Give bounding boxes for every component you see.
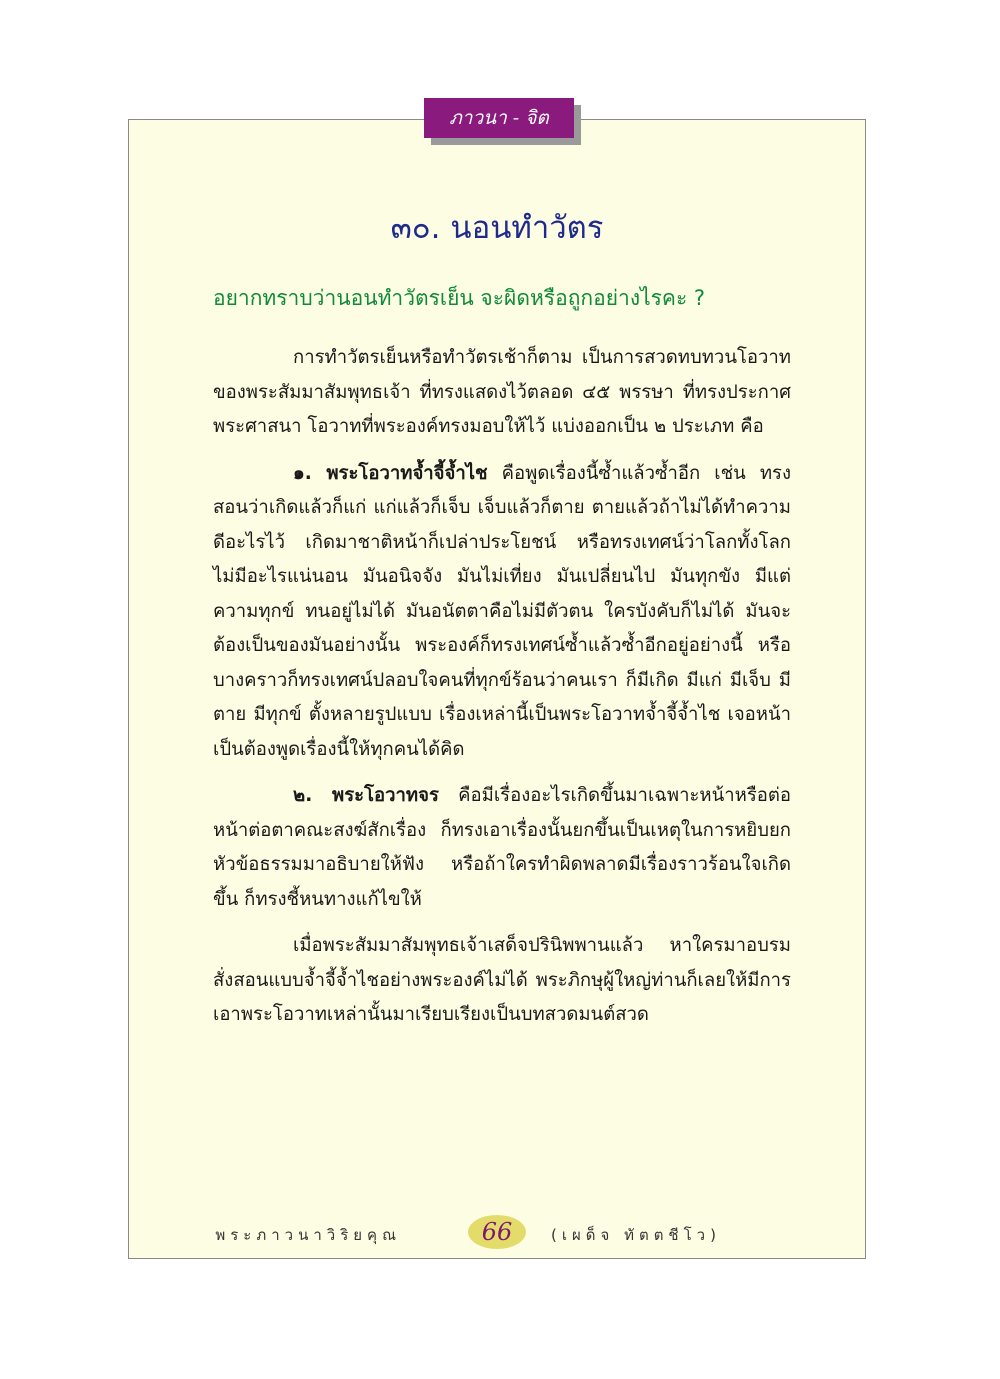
item-1-term: ๑. พระโอวาทจ้ำจี้จ้ำไช (293, 462, 488, 484)
article-body (213, 341, 791, 1033)
footer-book-title: พระภาวนาวิริยคุณ (215, 1226, 401, 1244)
intro-paragraph: การทำวัตรเย็นหรือทำวัตรเช้าก็ตาม เป็นการสวดทบทวนโอวาทของพระสัมมาสัมพุทธเจ้า ที่ทรงแสดงไว้ตลอด ๔๕ พรรษา ที่ทรงประกาศพระศาสนา โอวาทที่พระองค์ทรงมอบให้ไว้ แบ่งออกเป็น ๒ ประเภท คือ (213, 347, 791, 437)
question-heading: อยากทราบว่านอนทำวัตรเย็น จะผิดหรือถูกอย่างไรคะ ? (213, 286, 706, 310)
item-1-paragraph (213, 457, 791, 768)
footer-author: (เผด็จ ทัตตชีโว) (551, 1226, 721, 1244)
item-1-text: คือพูดเรื่องนี้ซ้ำแล้วซ้ำอีก เช่น ทรงสอนว่าเกิดแล้วก็แก่ แก่แล้วก็เจ็บ เจ็บแล้วก็ตาย ตายแล้วถ้าไม่ได้ทำความดีอะไรไว้ เกิดมาชาติหน้าก็เปล่าประโยชน์ หรือทรงเทศน์ว่าโลกทั้งโลกไม่มีอะไรแน่นอน มันอนิจจัง มันไม่เที่ยง มันเปลี่ยนไป มันทุกขัง มีแต่ความทุกข์ ทนอยู่ไม่ได้ มันอนัตตาคือไม่มีตัวตน ใครบังคับก็ไม่ได้ มันจะต้องเป็นของมันอย่างนั้น พระองค์ก็ทรงเทศน์ซ้ำแล้วซ้ำอีกอยู่อย่างนี้ หรือบางคราวก็ทรงเทศน์ปลอบใจคนที่ทุกข์ร้อนว่าคนเรา ก็มีเกิด มีแก่ มีเจ็บ มีตาย มีทุกข์ ตั้งหลายรูปแบบ เรื่องเหล่านี้เป็นพระโอวาทจ้ำจี้จ้ำไช เจอหน้าเป็นต้องพูดเรื่องนี้ให้ทุกคนได้คิด (213, 462, 791, 760)
item-2-paragraph (213, 779, 791, 917)
closing-paragraph: เมื่อพระสัมมาสัมพุทธเจ้าเสด็จปรินิพพานแล้ว หาใครมาอบรมสั่งสอนแบบจ้ำจี้จ้ำไชอย่างพระองค์ไม่ได้ พระภิกษุผู้ใหญ่ท่านก็เลยให้มีการเอาพระโอวาทเหล่านั้นมาเรียบเรียงเป็นบทสวดมนต์สวด (213, 935, 791, 1025)
category-tab: ภาวนา - จิต (424, 98, 574, 138)
chapter-title: ๓๐. นอนทำวัตร (390, 210, 604, 246)
page-number-badge: 66 (468, 1215, 526, 1249)
page-footer (128, 1213, 866, 1253)
item-2-term: ๒. พระโอวาทจร (293, 785, 439, 806)
item-2-text: คือมีเรื่องอะไรเกิดขึ้นมาเฉพาะหน้าหรือต่อหน้าต่อตาคณะสงฆ์สักเรื่อง ก็ทรงเอาเรื่องนั้นยกขึ้นเป็นเหตุในการหยิบยกหัวข้อธรรมมาอธิบายให้ฟัง หรือถ้าใครทำผิดพลาดมีเรื่องราวร้อนใจเกิดขึ้น ก็ทรงชี้หนทางแก้ไขให้ (213, 785, 791, 910)
